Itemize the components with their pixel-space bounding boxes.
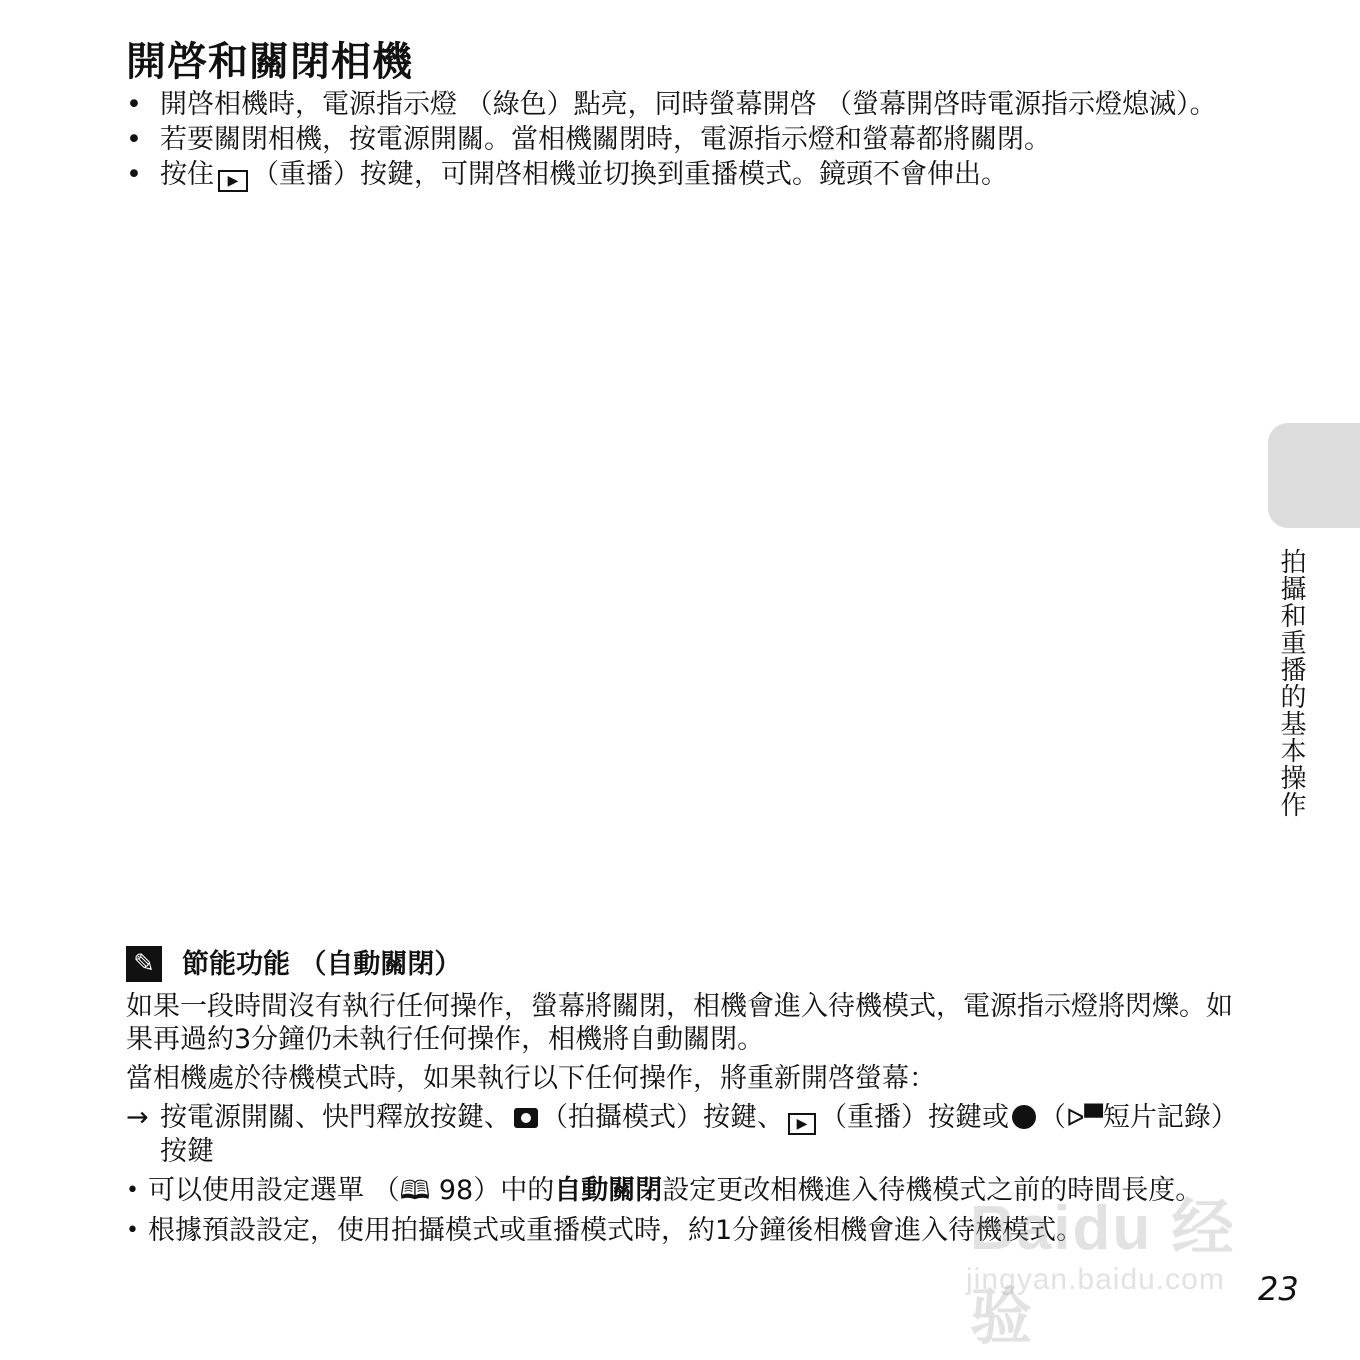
movie-camera-icon: ᐅ▀: [1066, 1104, 1103, 1132]
play-button-icon: ▶: [218, 170, 248, 192]
pencil-note-icon: ✎: [126, 946, 162, 982]
note-bullet-mid: ）中的: [473, 1175, 555, 1206]
bullet-item-playback: [126, 158, 1236, 192]
watermark-main-text: Baidu 经验: [970, 1194, 1236, 1352]
bullet-item-power-off: • 若要關閉相機，按電源開關。當相機關閉時，電源指示燈和螢幕都將關閉。: [126, 123, 1236, 156]
play-button-icon: ▶: [788, 1113, 816, 1135]
watermark-url-text: jingyan.baidu.com: [966, 1263, 1225, 1296]
page-reference: 98: [438, 1175, 474, 1206]
camera-icon: [514, 1108, 538, 1128]
baidu-watermark: [960, 1158, 1280, 1352]
note-header: [126, 946, 1246, 982]
note-paragraph-standby: 如果一段時間沒有執行任何操作，螢幕將關閉，相機會進入待機模式，電源指示燈將閃爍。如果再過約3分鐘仍未執行任何操作，相機將自動關閉。: [126, 991, 1233, 1055]
chapter-side-tab: [1268, 423, 1360, 528]
bullet-text-post: （重播）按鍵，可開啓相機並切換到重播模式。鏡頭不會伸出。: [252, 159, 1008, 190]
arrow-text-part3: （重播）按鍵或: [820, 1102, 1009, 1133]
arrow-icon: →: [126, 1102, 149, 1133]
note-bullet-post: 設定更改相機進入待機模式之前的時間長度。: [662, 1175, 1203, 1206]
page-number: 23: [1258, 1270, 1299, 1308]
bullet-item-power-on: • 開啓相機時，電源指示燈 （綠色）點亮，同時螢幕開啓 （螢幕開啓時電源指示燈熄滅）。: [126, 88, 1236, 121]
note-bullet-default: • 根據預設設定，使用拍攝模式或重播模式時，約1分鐘後相機會進入待機模式。: [126, 1214, 1246, 1247]
record-dot-icon: [1012, 1105, 1036, 1129]
auto-off-term: 自動關閉: [554, 1175, 663, 1206]
arrow-text-part1: 按電源開關、快門釋放按鍵、: [160, 1102, 511, 1133]
note-bullet-pre: 可以使用設定選單 （: [148, 1175, 400, 1206]
chapter-side-label: 拍攝和重播的基本操作: [1276, 548, 1306, 818]
note-title: 節能功能 （自動關閉）: [182, 948, 462, 980]
bullet-text-pre: 按住: [160, 159, 214, 190]
arrow-text-part5: 短片記錄）按鍵: [160, 1102, 1238, 1167]
intro-bullet-list: [126, 88, 1236, 194]
arrow-text-part2: （拍攝模式）按鍵、: [541, 1102, 784, 1133]
book-reference-icon: 🕮: [399, 1176, 431, 1206]
note-paragraph-wake: 當相機處於待機模式時，如果執行以下任何操作，將重新開啓螢幕：: [126, 1063, 936, 1094]
arrow-text-part4: （: [1039, 1102, 1066, 1133]
page-title: 開啓和關閉相機: [126, 39, 413, 85]
